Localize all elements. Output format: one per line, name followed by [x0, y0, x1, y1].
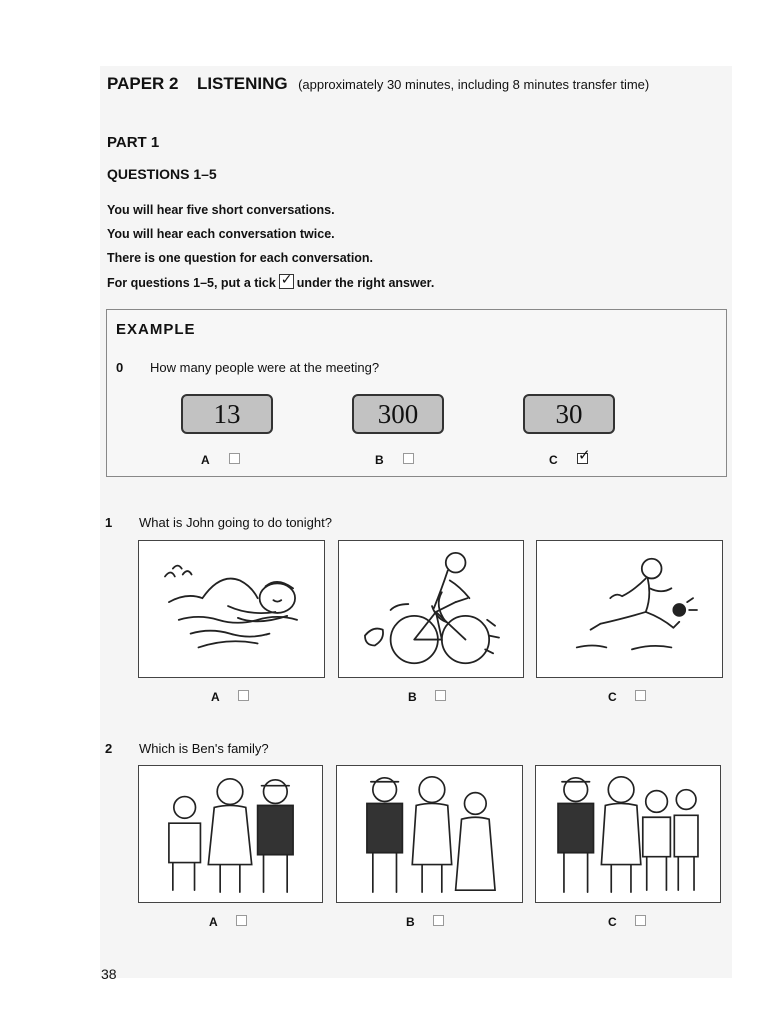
question-2-text: Which is Ben's family? — [139, 741, 269, 756]
question-2-option-c-letter: C — [608, 915, 617, 929]
family-illustration-a — [139, 766, 322, 902]
example-option-a-checkbox[interactable] — [229, 453, 240, 464]
example-option-b-letter: B — [375, 453, 384, 467]
question-1-number: 1 — [105, 515, 113, 530]
paper-title — [107, 74, 649, 94]
question-1-option-a-letter: A — [211, 690, 220, 704]
family-illustration-b — [337, 766, 522, 902]
instruction-line-4-start: For questions 1–5, put a tick — [107, 276, 276, 290]
example-label: EXAMPLE — [116, 321, 196, 338]
question-1-option-b-letter: B — [408, 690, 417, 704]
footballer-illustration — [537, 541, 722, 677]
page-number: 38 — [101, 966, 117, 982]
question-1-picture-b[interactable] — [338, 540, 524, 678]
instruction-line-4-end: under the right answer. — [296, 276, 435, 290]
example-option-c-letter: C — [549, 453, 558, 467]
question-2-option-b-checkbox[interactable] — [433, 915, 444, 926]
example-option-c-box: 30 — [523, 394, 615, 434]
question-1-option-b-checkbox[interactable] — [435, 690, 446, 701]
example-box — [106, 309, 727, 477]
questions-heading: QUESTIONS 1–5 — [107, 166, 217, 182]
tick-icon: ✓ — [578, 447, 591, 464]
question-2-option-c-checkbox[interactable] — [635, 915, 646, 926]
question-2-picture-a[interactable] — [138, 765, 323, 903]
family-illustration-c — [536, 766, 720, 902]
cyclist-illustration — [339, 541, 523, 677]
example-option-a-box: 13 — [181, 394, 273, 434]
question-1-picture-a[interactable] — [138, 540, 325, 678]
question-1-picture-c[interactable] — [536, 540, 723, 678]
instruction-line-1: You will hear five short conversations. — [107, 203, 335, 217]
paper-number: PAPER 2 — [107, 74, 179, 93]
question-1-option-a-checkbox[interactable] — [238, 690, 249, 701]
section-name: LISTENING — [196, 74, 288, 93]
instruction-line-2: You will hear each conversation twice. — [107, 227, 335, 241]
question-1-text: What is John going to do tonight? — [139, 515, 332, 530]
tick-box-icon — [279, 274, 294, 289]
duration-note: (approximately 30 minutes, including 8 minutes transfer time) — [298, 77, 650, 92]
question-2-option-a-letter: A — [209, 915, 218, 929]
part-heading: PART 1 — [107, 134, 160, 151]
example-question: How many people were at the meeting? — [150, 360, 380, 375]
question-2-picture-c[interactable] — [535, 765, 721, 903]
example-number: 0 — [116, 360, 124, 375]
example-option-b-box: 300 — [352, 394, 444, 434]
example-option-a-letter: A — [201, 453, 210, 467]
question-2-picture-b[interactable] — [336, 765, 523, 903]
question-1-option-c-checkbox[interactable] — [635, 690, 646, 701]
question-2-option-a-checkbox[interactable] — [236, 915, 247, 926]
example-option-b-checkbox[interactable] — [403, 453, 414, 464]
question-1-option-c-letter: C — [608, 690, 617, 704]
instruction-line-3: There is one question for each conversation. — [107, 251, 374, 265]
instruction-line-4 — [107, 274, 434, 290]
swimmer-illustration — [139, 541, 324, 677]
question-2-number: 2 — [105, 741, 113, 756]
question-2-option-b-letter: B — [406, 915, 415, 929]
